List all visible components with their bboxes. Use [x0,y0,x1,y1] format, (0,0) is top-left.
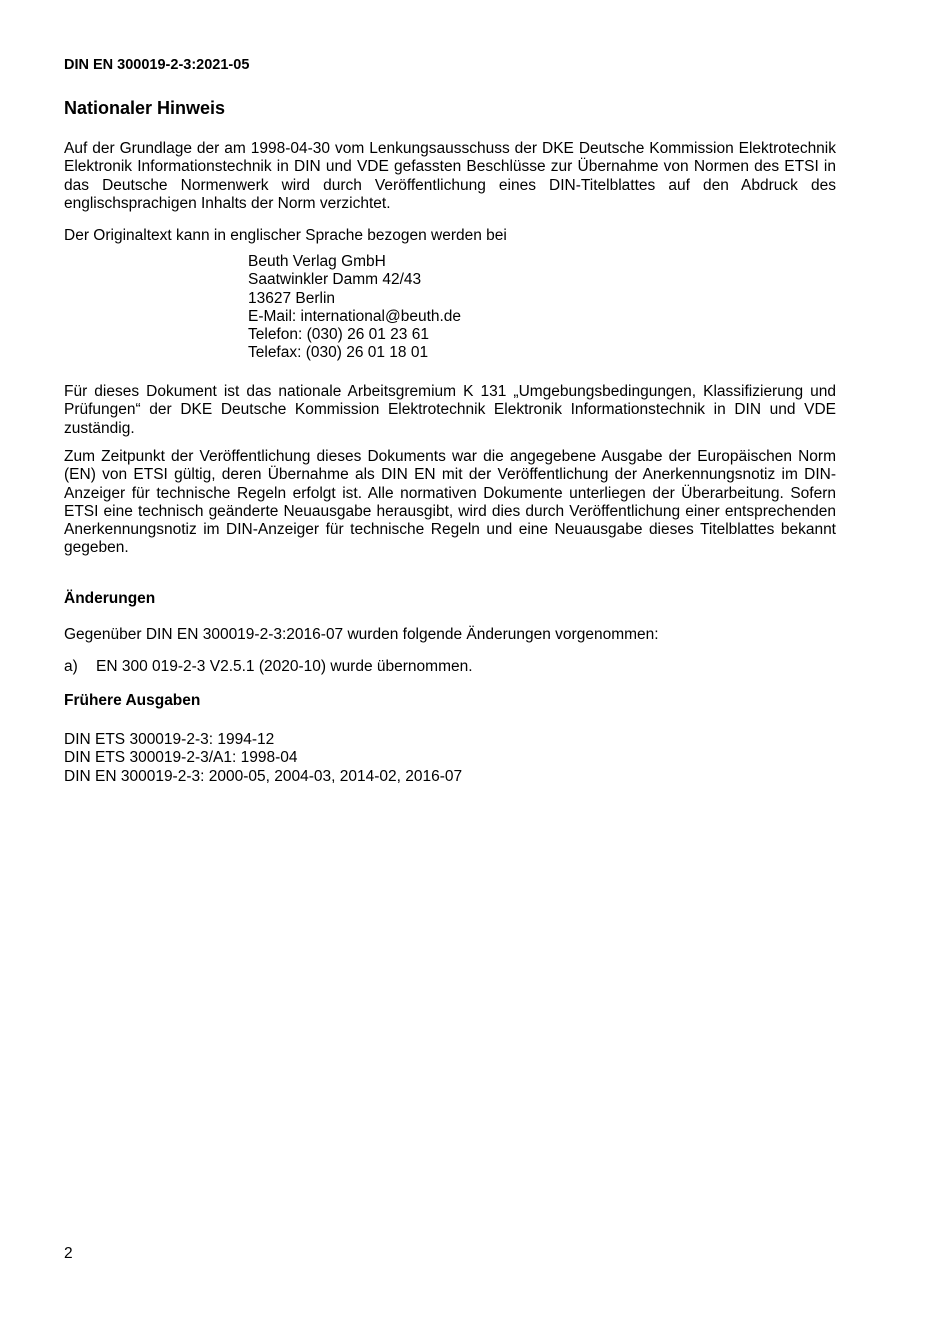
publisher-address [248,253,461,363]
address-fax: Telefax: (030) 26 01 18 01 [248,344,429,362]
earlier-editions-heading: Frühere Ausgaben [64,692,201,709]
list-item-marker: a) [64,658,78,675]
list-item-text: EN 300 019-2-3 V2.5.1 (2020-10) wurde übernommen. [96,658,473,675]
address-line: Saatwinkler Damm 42/43 [248,271,422,289]
address-phone: Telefon: (030) 26 01 23 61 [248,326,429,344]
national-note-paragraph-3: Für dieses Dokument ist das nationale Arbeitsgremium K 131 „Umgebungsbedingungen, Klassifizierung und Prüfungen“ der DKE Deutsche Kommission Elektrotechnik Elektronik Informationstechnik in DIN und VDE zuständig. [64,383,836,437]
address-email: E-Mail: international@beuth.de [248,307,462,325]
national-note-paragraph-4: Zum Zeitpunkt der Veröffentlichung dieses Dokuments war die angegebene Ausgabe der Europäischen Norm (EN) von ETSI gültig, deren Übernahme als DIN EN mit der Veröffentlichung der Anerkennungsnotiz im DIN-Anzeiger für technische Regeln erfolgt ist. Alle normativen Dokumente unterliegen der Überarbeitung. Sofern ETSI eine technisch geänderte Neuausgabe herausgibt, wird dies durch Veröffentlichung einer entsprechenden Anerkennungsnotiz im DIN-Anzeiger für technische Regeln und eine Neuausgabe dieses Titelblattes bekannt gegeben. [64,448,836,557]
national-note-heading: Nationaler Hinweis [64,98,226,118]
national-note-paragraph-2: Der Originaltext kann in englischer Sprache bezogen werden bei [64,227,507,244]
address-line: 13627 Berlin [248,289,336,307]
edition-line: DIN ETS 300019-2-3/A1: 1998-04 [64,749,298,767]
page-number: 2 [64,1245,73,1262]
national-note-paragraph-1: Auf der Grundlage der am 1998-04-30 vom Lenkungsausschuss der DKE Deutsche Kommission Elektrotechnik Elektronik Informationstechnik in DIN und VDE gefassten Beschlüsse zur Übernahme von Normen des ETSI in das Deutsche Normenwerk wird durch Veröffentlichung eines DIN-Titelblattes auf den Abdruck des englischsprachigen Inhalts der Norm verzichtet. [64,140,836,212]
changes-heading: Änderungen [64,590,156,607]
list-item [64,658,473,676]
document-id: DIN EN 300019-2-3:2021-05 [64,57,250,73]
changes-intro: Gegenüber DIN EN 300019-2-3:2016-07 wurden folgende Änderungen vorgenommen: [64,626,659,643]
edition-line: DIN EN 300019-2-3: 2000-05, 2004-03, 2014-02, 2016-07 [64,767,463,785]
edition-line: DIN ETS 300019-2-3: 1994-12 [64,731,275,748]
earlier-editions-list [64,731,462,786]
address-line: Beuth Verlag GmbH [248,253,386,270]
